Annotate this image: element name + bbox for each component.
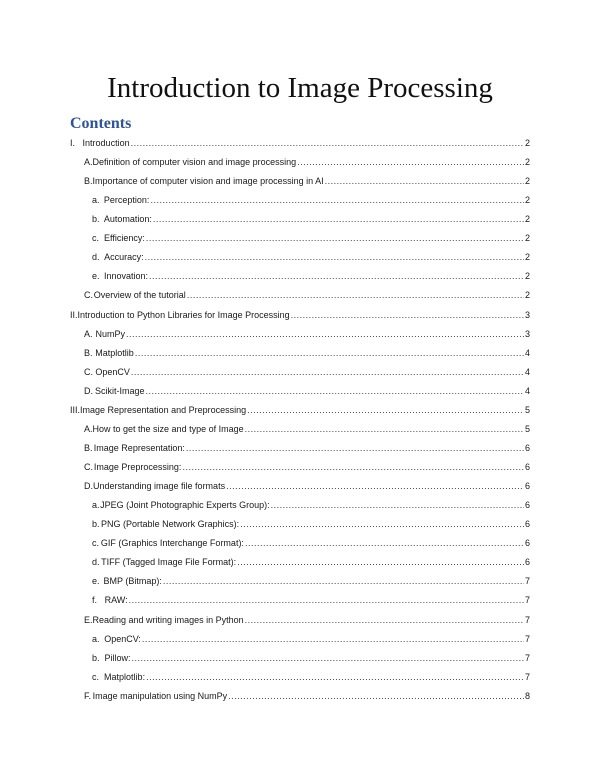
toc-entry[interactable] — [84, 156, 530, 168]
toc-entry-number: A. — [84, 424, 93, 434]
toc-entry-page-number: 2 — [524, 176, 530, 186]
toc-entry-page-number: 4 — [524, 348, 530, 358]
toc-dot-leader — [129, 594, 524, 606]
toc-dot-leader — [247, 404, 524, 416]
toc-entry[interactable] — [84, 423, 530, 435]
toc-entry-page-number: 7 — [524, 615, 530, 625]
toc-entry-label: OpenCV: — [104, 634, 141, 644]
toc-dot-leader — [245, 614, 524, 626]
toc-dot-leader — [146, 671, 524, 683]
toc-entry-label: Understanding image file formats — [93, 481, 226, 491]
toc-entry-label: Scikit-Image — [94, 386, 145, 396]
toc-entry-number: II. — [70, 310, 78, 320]
toc-dot-leader — [163, 575, 524, 587]
toc-entry[interactable] — [70, 137, 530, 149]
toc-entry-label: Matplotlib — [95, 348, 134, 358]
toc-entry-label: Introduction to Python Libraries for Image Processing — [77, 310, 290, 320]
toc-entry-page-number: 2 — [524, 290, 530, 300]
toc-entry-page-number: 2 — [524, 252, 530, 262]
toc-entry[interactable] — [92, 537, 530, 549]
toc-dot-leader — [146, 232, 524, 244]
toc-entry-page-number: 6 — [524, 500, 530, 510]
toc-entry-label: How to get the size and type of Image — [92, 424, 244, 434]
toc-entry-number: D. — [84, 386, 93, 396]
toc-dot-leader — [149, 270, 524, 282]
toc-entry[interactable] — [92, 213, 530, 225]
toc-entry-label: Introduction — [82, 138, 130, 148]
toc-entry-number: C. — [84, 367, 93, 377]
toc-entry-number: F. — [84, 691, 92, 701]
document-title: Introduction to Image Processing — [107, 72, 493, 104]
toc-entry-label: BMP (Bitmap): — [103, 576, 162, 586]
toc-dot-leader — [226, 480, 524, 492]
toc-entry-number: d. — [92, 252, 100, 262]
toc-entry-label: TIFF (Tagged Image File Format): — [101, 557, 237, 567]
toc-entry-page-number: 2 — [524, 271, 530, 281]
toc-entry-number: a. — [92, 634, 100, 644]
toc-entry[interactable] — [92, 575, 530, 587]
toc-dot-leader — [228, 690, 524, 702]
toc-entry-page-number: 3 — [524, 310, 530, 320]
toc-entry[interactable] — [92, 232, 530, 244]
toc-dot-leader — [135, 347, 524, 359]
toc-entry-label: Image Representation and Preprocessing — [80, 405, 247, 415]
toc-entry[interactable] — [84, 461, 530, 473]
toc-entry-number: a. — [92, 500, 100, 510]
toc-entry[interactable] — [92, 652, 530, 664]
toc-entry-number: c. — [92, 233, 100, 243]
toc-entry-label: Overview of the tutorial — [93, 290, 186, 300]
toc-entry[interactable] — [84, 385, 530, 397]
toc-entry[interactable] — [84, 614, 530, 626]
toc-entry-label: OpenCV — [95, 367, 130, 377]
toc-entry-number: III. — [70, 405, 81, 415]
toc-entry-page-number: 7 — [524, 672, 530, 682]
toc-entry[interactable] — [92, 556, 530, 568]
toc-entry[interactable] — [92, 594, 530, 606]
toc-entry-label: Matplotlib: — [104, 672, 146, 682]
toc-entry-number: B. — [84, 348, 93, 358]
toc-entry[interactable] — [84, 366, 530, 378]
toc-dot-leader — [186, 442, 524, 454]
toc-entry-page-number: 7 — [524, 595, 530, 605]
toc-dot-leader — [182, 461, 524, 473]
toc-entry[interactable] — [84, 690, 530, 702]
toc-entry-page-number: 7 — [524, 576, 530, 586]
toc-dot-leader — [145, 251, 524, 263]
toc-entry[interactable] — [92, 633, 530, 645]
toc-entry-page-number: 6 — [524, 538, 530, 548]
toc-entry-label: Perception: — [103, 195, 150, 205]
toc-entry-page-number: 2 — [524, 214, 530, 224]
toc-entry-page-number: 6 — [524, 519, 530, 529]
toc-entry-label: Image Preprocessing: — [93, 462, 182, 472]
toc-entry-page-number: 8 — [524, 691, 530, 701]
toc-entry-number: b. — [92, 214, 100, 224]
toc-entry-number: d. — [92, 557, 100, 567]
toc-entry[interactable] — [84, 289, 530, 301]
toc-entry[interactable] — [70, 404, 530, 416]
toc-entry-page-number: 7 — [524, 634, 530, 644]
toc-entry-page-number: 2 — [524, 157, 530, 167]
toc-entry[interactable] — [92, 518, 530, 530]
toc-entry[interactable] — [84, 442, 530, 454]
toc-entry-number: b. — [92, 653, 100, 663]
toc-entry-label: Image Representation: — [93, 443, 185, 453]
toc-dot-leader — [237, 556, 524, 568]
toc-dot-leader — [126, 328, 524, 340]
toc-entry-number: f. — [92, 595, 98, 605]
toc-dot-leader — [142, 633, 524, 645]
toc-entry-label: Efficiency: — [104, 233, 145, 243]
toc-entry-number: A. — [84, 157, 93, 167]
toc-entry-number: e. — [92, 271, 100, 281]
toc-entry-page-number: 2 — [524, 195, 530, 205]
toc-dot-leader — [150, 194, 524, 206]
toc-entry-number: A. — [84, 329, 93, 339]
toc-entry-number: I. — [70, 138, 76, 148]
toc-dot-leader — [132, 652, 524, 664]
toc-entry-number: B. — [84, 443, 93, 453]
toc-entry[interactable] — [84, 328, 530, 340]
toc-entry-page-number: 5 — [524, 405, 530, 415]
toc-entry[interactable] — [92, 194, 530, 206]
toc-entry-page-number: 7 — [524, 653, 530, 663]
toc-entry-page-number: 6 — [524, 557, 530, 567]
toc-dot-leader — [291, 309, 524, 321]
toc-entry[interactable] — [70, 309, 530, 321]
toc-dot-leader — [153, 213, 524, 225]
toc-entry-number: c. — [92, 672, 100, 682]
toc-dot-leader — [131, 366, 524, 378]
toc-entry-number: c. — [92, 538, 100, 548]
toc-entry[interactable] — [92, 671, 530, 683]
toc-entry[interactable] — [84, 175, 530, 187]
toc-entry-label: GIF (Graphics Interchange Format): — [100, 538, 244, 548]
toc-entry-page-number: 6 — [524, 481, 530, 491]
toc-entry[interactable] — [84, 480, 530, 492]
toc-dot-leader — [245, 423, 524, 435]
toc-entry-label: Automation: — [103, 214, 152, 224]
toc-entry-label: RAW: — [104, 595, 128, 605]
toc-entry-number: C. — [84, 462, 93, 472]
toc-entry-label: Image manipulation using NumPy — [92, 691, 228, 701]
toc-dot-leader — [187, 289, 524, 301]
toc-entry-page-number: 6 — [524, 443, 530, 453]
toc-entry-number: E. — [84, 615, 93, 625]
toc-entry-label: PNG (Portable Network Graphics): — [101, 519, 240, 529]
toc-entry-number: b. — [92, 519, 100, 529]
toc-entry[interactable] — [92, 270, 530, 282]
toc-entry-label: Accuracy: — [104, 252, 144, 262]
toc-entry-number: C. — [84, 290, 93, 300]
toc-entry-number: D. — [84, 481, 93, 491]
toc-dot-leader — [297, 156, 524, 168]
toc-entry-label: Definition of computer vision and image processing — [92, 157, 297, 167]
toc-entry-number: e. — [92, 576, 100, 586]
toc-entry-label: Importance of computer vision and image processing in AI — [92, 176, 324, 186]
toc-entry-page-number: 3 — [524, 329, 530, 339]
toc-heading: Contents — [70, 115, 132, 132]
toc-dot-leader — [271, 499, 524, 511]
toc-entry-page-number: 5 — [524, 424, 530, 434]
toc-entry-label: Innovation: — [103, 271, 148, 281]
toc-dot-leader — [245, 537, 524, 549]
toc-entry-page-number: 2 — [524, 138, 530, 148]
toc-entry-label: Reading and writing images in Python — [92, 615, 244, 625]
toc-entry-page-number: 4 — [524, 367, 530, 377]
toc-dot-leader — [145, 385, 524, 397]
toc-dot-leader — [325, 175, 524, 187]
toc-entry-page-number: 2 — [524, 233, 530, 243]
toc-entry-label: JPEG (Joint Photographic Experts Group): — [100, 500, 270, 510]
toc-entry[interactable] — [84, 347, 530, 359]
toc-entry-number: a. — [92, 195, 100, 205]
toc-dot-leader — [131, 137, 524, 149]
toc-entry-label: NumPy — [95, 329, 126, 339]
toc-entry-page-number: 6 — [524, 462, 530, 472]
toc-entry[interactable] — [92, 251, 530, 263]
toc-dot-leader — [240, 518, 524, 530]
toc-entry-page-number: 4 — [524, 386, 530, 396]
toc-entry-label: Pillow: — [104, 653, 131, 663]
toc-entry-number: B. — [84, 176, 93, 186]
toc-entry[interactable] — [92, 499, 530, 511]
